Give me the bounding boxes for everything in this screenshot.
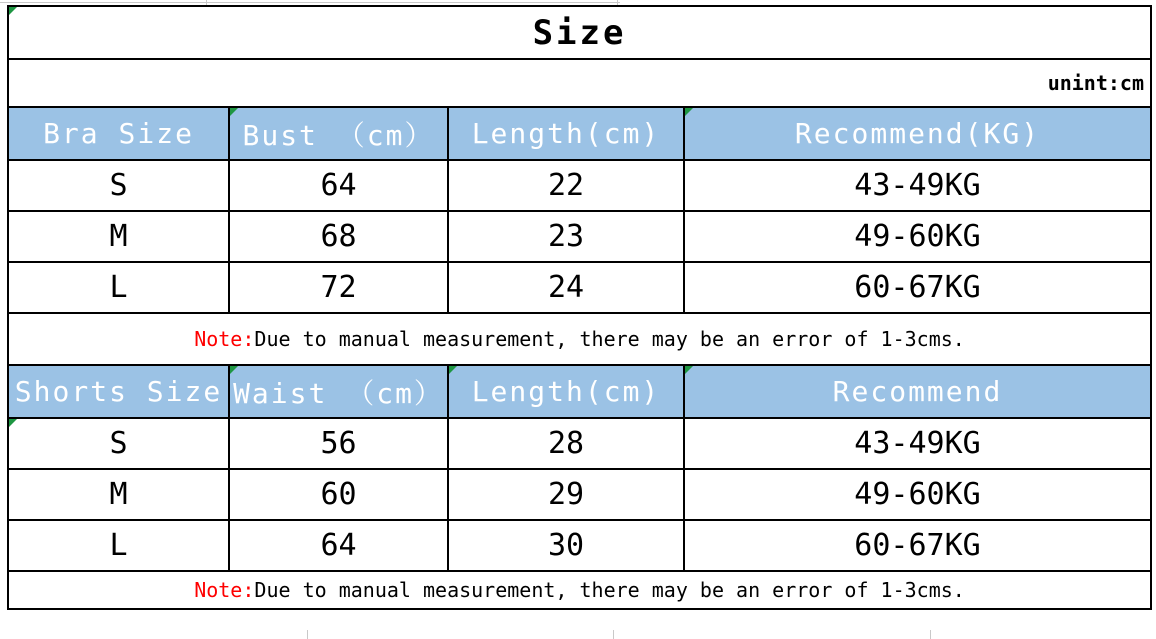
excel-error-indicator: [230, 108, 238, 116]
excel-error-indicator: [230, 366, 238, 374]
shorts-header-size: Shorts Size: [8, 365, 229, 418]
table-cell: 49-60KG: [684, 211, 1151, 262]
bra-row-m: [8, 211, 1151, 262]
shorts-header-recommend-text: Recommend: [832, 375, 1003, 408]
table-cell: M: [8, 211, 229, 262]
table-cell: 60-67KG: [684, 262, 1151, 313]
bra-row-s: [8, 160, 1151, 211]
table-cell: 43-49KG: [684, 160, 1151, 211]
table-cell: L: [8, 262, 229, 313]
table-cell: 23: [448, 211, 684, 262]
table-cell: 68: [229, 211, 448, 262]
measurement-note: [8, 571, 1151, 609]
table-cell: [8, 418, 229, 469]
bra-header-bust-text: Bust （cm）: [242, 118, 435, 152]
bra-header-size: Bra Size: [8, 107, 229, 160]
excel-error-indicator: [685, 366, 693, 374]
size-chart-table: [7, 5, 1152, 610]
table-cell: 28: [448, 418, 684, 469]
shorts-header-recommend: [684, 365, 1151, 418]
page-title-text: Size: [532, 12, 627, 53]
bra-header-row: [8, 107, 1151, 160]
excel-error-indicator: [685, 108, 693, 116]
table-cell: 64: [229, 520, 448, 571]
excel-error-indicator: [9, 7, 17, 15]
table-cell: 56: [229, 418, 448, 469]
table-cell: 43-49KG: [684, 418, 1151, 469]
note-text: Due to manual measurement, there may be an error of 1-3cms.: [254, 327, 965, 351]
bottom-gridline-tick: [307, 630, 308, 639]
table-cell: 29: [448, 469, 684, 520]
shorts-row-l: [8, 520, 1151, 571]
shorts-header-row: [8, 365, 1151, 418]
bra-header-recommend: [684, 107, 1151, 160]
table-cell: M: [8, 469, 229, 520]
shorts-row-s: [8, 418, 1151, 469]
note-prefix: Note:: [194, 327, 255, 351]
table-cell: 72: [229, 262, 448, 313]
table-cell: 22: [448, 160, 684, 211]
table-cell: 24: [448, 262, 684, 313]
unit-row: [8, 59, 1151, 107]
excel-error-indicator: [449, 366, 457, 374]
top-gridline: [0, 2, 620, 3]
table-cell: 60: [229, 469, 448, 520]
bra-header-recommend-text: Recommend(KG): [794, 117, 1041, 150]
table-cell: L: [8, 520, 229, 571]
bra-row-l: [8, 262, 1151, 313]
table-cell: 64: [229, 160, 448, 211]
unit-label: unint:cm: [8, 59, 1151, 107]
table-cell: 30: [448, 520, 684, 571]
bra-header-length: Length(cm): [448, 107, 684, 160]
page-title: [8, 6, 1151, 59]
shorts-header-waist-text: Waist （cm）: [233, 376, 444, 410]
note-prefix: Note:: [194, 578, 255, 602]
table-cell-text: S: [109, 426, 128, 461]
shorts-note-row: [8, 571, 1151, 609]
table-cell: S: [8, 160, 229, 211]
measurement-note: [8, 313, 1151, 365]
bra-header-bust: [229, 107, 448, 160]
title-row: [8, 6, 1151, 59]
bra-note-row: [8, 313, 1151, 365]
bottom-gridline-tick: [930, 630, 931, 639]
shorts-header-length-text: Length(cm): [471, 375, 661, 408]
excel-error-indicator: [9, 419, 17, 427]
shorts-header-length: [448, 365, 684, 418]
note-text: Due to manual measurement, there may be an error of 1-3cms.: [254, 578, 965, 602]
table-cell: 49-60KG: [684, 469, 1151, 520]
bottom-gridline-tick: [613, 630, 614, 639]
shorts-row-m: [8, 469, 1151, 520]
table-cell: 60-67KG: [684, 520, 1151, 571]
shorts-header-waist: [229, 365, 448, 418]
